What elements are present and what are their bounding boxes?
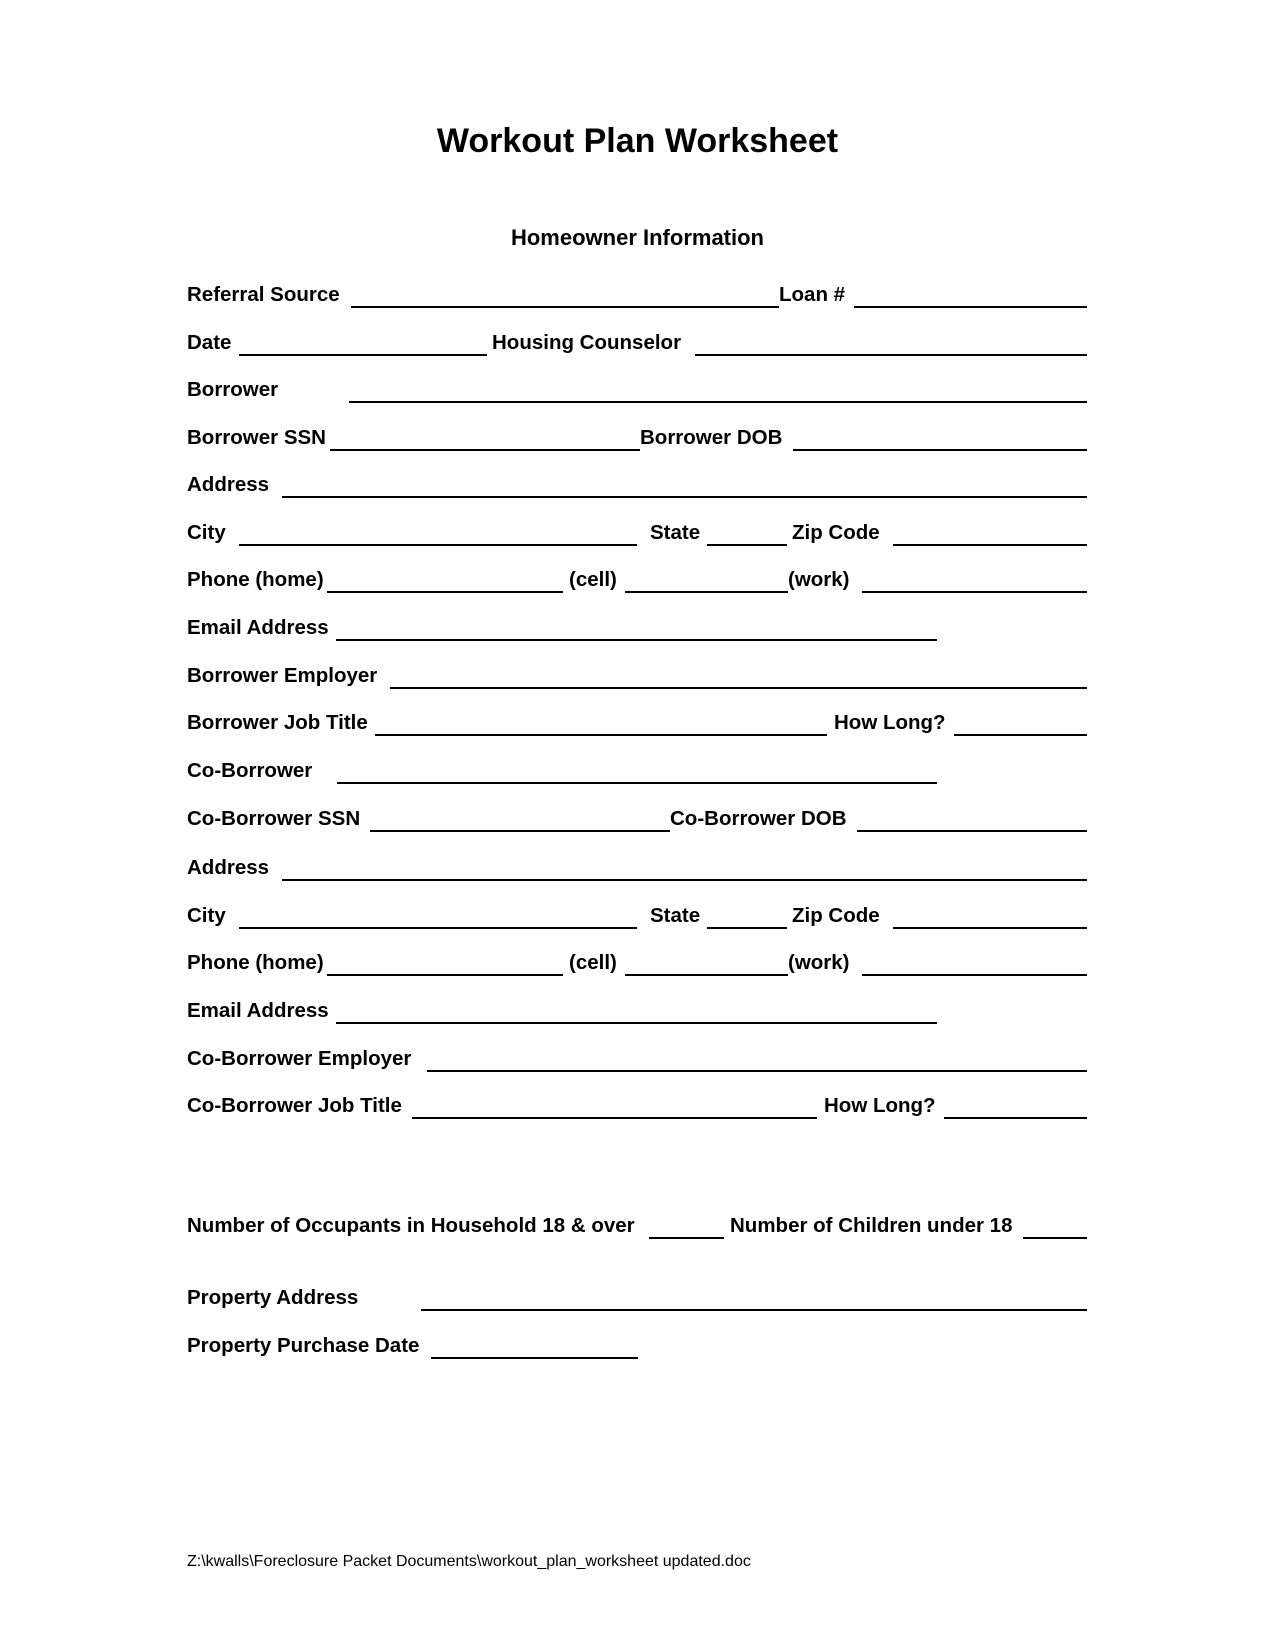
phone-work-field[interactable] [862,591,1087,593]
phone-cell-label: (cell) [569,568,617,591]
borrower-field[interactable] [349,401,1087,403]
form-row-borrower-ssn [187,426,1087,456]
form-row-property-address [187,1286,1087,1316]
borrower-employer-label: Borrower Employer [187,664,378,687]
state-label: State [650,521,701,544]
phone-home-field[interactable] [327,591,563,593]
form-row-co-city [187,904,1087,934]
housing-counselor-label: Housing Counselor [492,331,682,354]
borrower-employer-field[interactable] [390,687,1087,689]
children-field[interactable] [1023,1237,1087,1239]
how-long-label: How Long? [834,711,946,734]
form-row-city [187,521,1087,551]
co-borrower-dob-label: Co-Borrower DOB [670,807,847,830]
form-row-co-borrower [187,759,1087,789]
occupants-field[interactable] [649,1237,724,1239]
form-row-date [187,331,1087,361]
co-borrower-field[interactable] [337,782,937,784]
referral-source-label: Referral Source [187,283,340,306]
form-row-borrower-job-title [187,711,1087,741]
co-borrower-ssn-label: Co-Borrower SSN [187,807,361,830]
form-row-referral [187,283,1087,313]
document-file-path: Z:\kwalls\Foreclosure Packet Documents\workout_plan_worksheet updated.doc [187,1553,751,1570]
co-phone-home-field[interactable] [327,974,563,976]
co-how-long-label: How Long? [824,1094,936,1117]
borrower-ssn-field[interactable] [330,449,640,451]
co-phone-work-label: (work) [788,951,850,974]
address-label: Address [187,473,270,496]
borrower-dob-label: Borrower DOB [640,426,783,449]
borrower-job-title-field[interactable] [375,734,827,736]
co-city-label: City [187,904,226,927]
form-row-co-borrower-job-title [187,1094,1087,1124]
co-address-field[interactable] [282,879,1087,881]
form-row-household [187,1214,1087,1244]
co-email-address-label: Email Address [187,999,329,1022]
borrower-ssn-label: Borrower SSN [187,426,326,449]
referral-source-field[interactable] [351,306,779,308]
co-borrower-employer-field[interactable] [427,1070,1087,1072]
co-state-label: State [650,904,701,927]
property-address-field[interactable] [421,1309,1087,1311]
loan-number-field[interactable] [854,306,1087,308]
co-state-field[interactable] [707,927,787,929]
phone-work-label: (work) [788,568,850,591]
form-row-property-purchase-date [187,1334,1087,1364]
co-borrower-how-long-field[interactable] [944,1117,1087,1119]
date-label: Date [187,331,232,354]
co-phone-work-field[interactable] [862,974,1087,976]
form-row-email [187,616,1087,646]
form-row-co-email [187,999,1087,1029]
section-title: Homeowner Information [510,225,764,250]
co-phone-home-label: Phone (home) [187,951,324,974]
zip-code-field[interactable] [893,544,1087,546]
co-borrower-job-title-label: Co-Borrower Job Title [187,1094,402,1117]
email-address-label: Email Address [187,616,329,639]
housing-counselor-field[interactable] [695,354,1087,356]
co-zip-code-label: Zip Code [792,904,880,927]
children-label: Number of Children under 18 [730,1214,1013,1237]
city-field[interactable] [239,544,637,546]
form-row-co-phone [187,951,1087,981]
form-row-co-address [187,856,1087,886]
email-address-field[interactable] [336,639,937,641]
property-address-label: Property Address [187,1286,359,1309]
phone-cell-field[interactable] [625,591,788,593]
co-phone-cell-label: (cell) [569,951,617,974]
loan-number-label: Loan # [779,283,846,306]
form-row-co-borrower-ssn [187,807,1087,837]
co-address-label: Address [187,856,270,879]
co-zip-code-field[interactable] [893,927,1087,929]
form-row-borrower-employer [187,664,1087,694]
form-row-co-borrower-employer [187,1047,1087,1077]
borrower-label: Borrower [187,378,279,401]
co-borrower-employer-label: Co-Borrower Employer [187,1047,412,1070]
co-borrower-dob-field[interactable] [857,830,1087,832]
form-row-borrower [187,378,1087,408]
phone-home-label: Phone (home) [187,568,324,591]
zip-code-label: Zip Code [792,521,880,544]
property-purchase-date-field[interactable] [431,1357,638,1359]
co-city-field[interactable] [239,927,637,929]
date-field[interactable] [239,354,487,356]
borrower-how-long-field[interactable] [954,734,1087,736]
borrower-dob-field[interactable] [793,449,1087,451]
form-row-address [187,473,1087,503]
state-field[interactable] [707,544,787,546]
borrower-job-title-label: Borrower Job Title [187,711,368,734]
co-borrower-label: Co-Borrower [187,759,313,782]
address-field[interactable] [282,496,1087,498]
occupants-label: Number of Occupants in Household 18 & over [187,1214,635,1237]
page-title: Workout Plan Worksheet [436,122,839,160]
co-borrower-ssn-field[interactable] [370,830,670,832]
co-email-address-field[interactable] [336,1022,937,1024]
co-borrower-job-title-field[interactable] [412,1117,817,1119]
co-phone-cell-field[interactable] [625,974,788,976]
city-label: City [187,521,226,544]
form-row-phone [187,568,1087,598]
property-purchase-date-label: Property Purchase Date [187,1334,420,1357]
